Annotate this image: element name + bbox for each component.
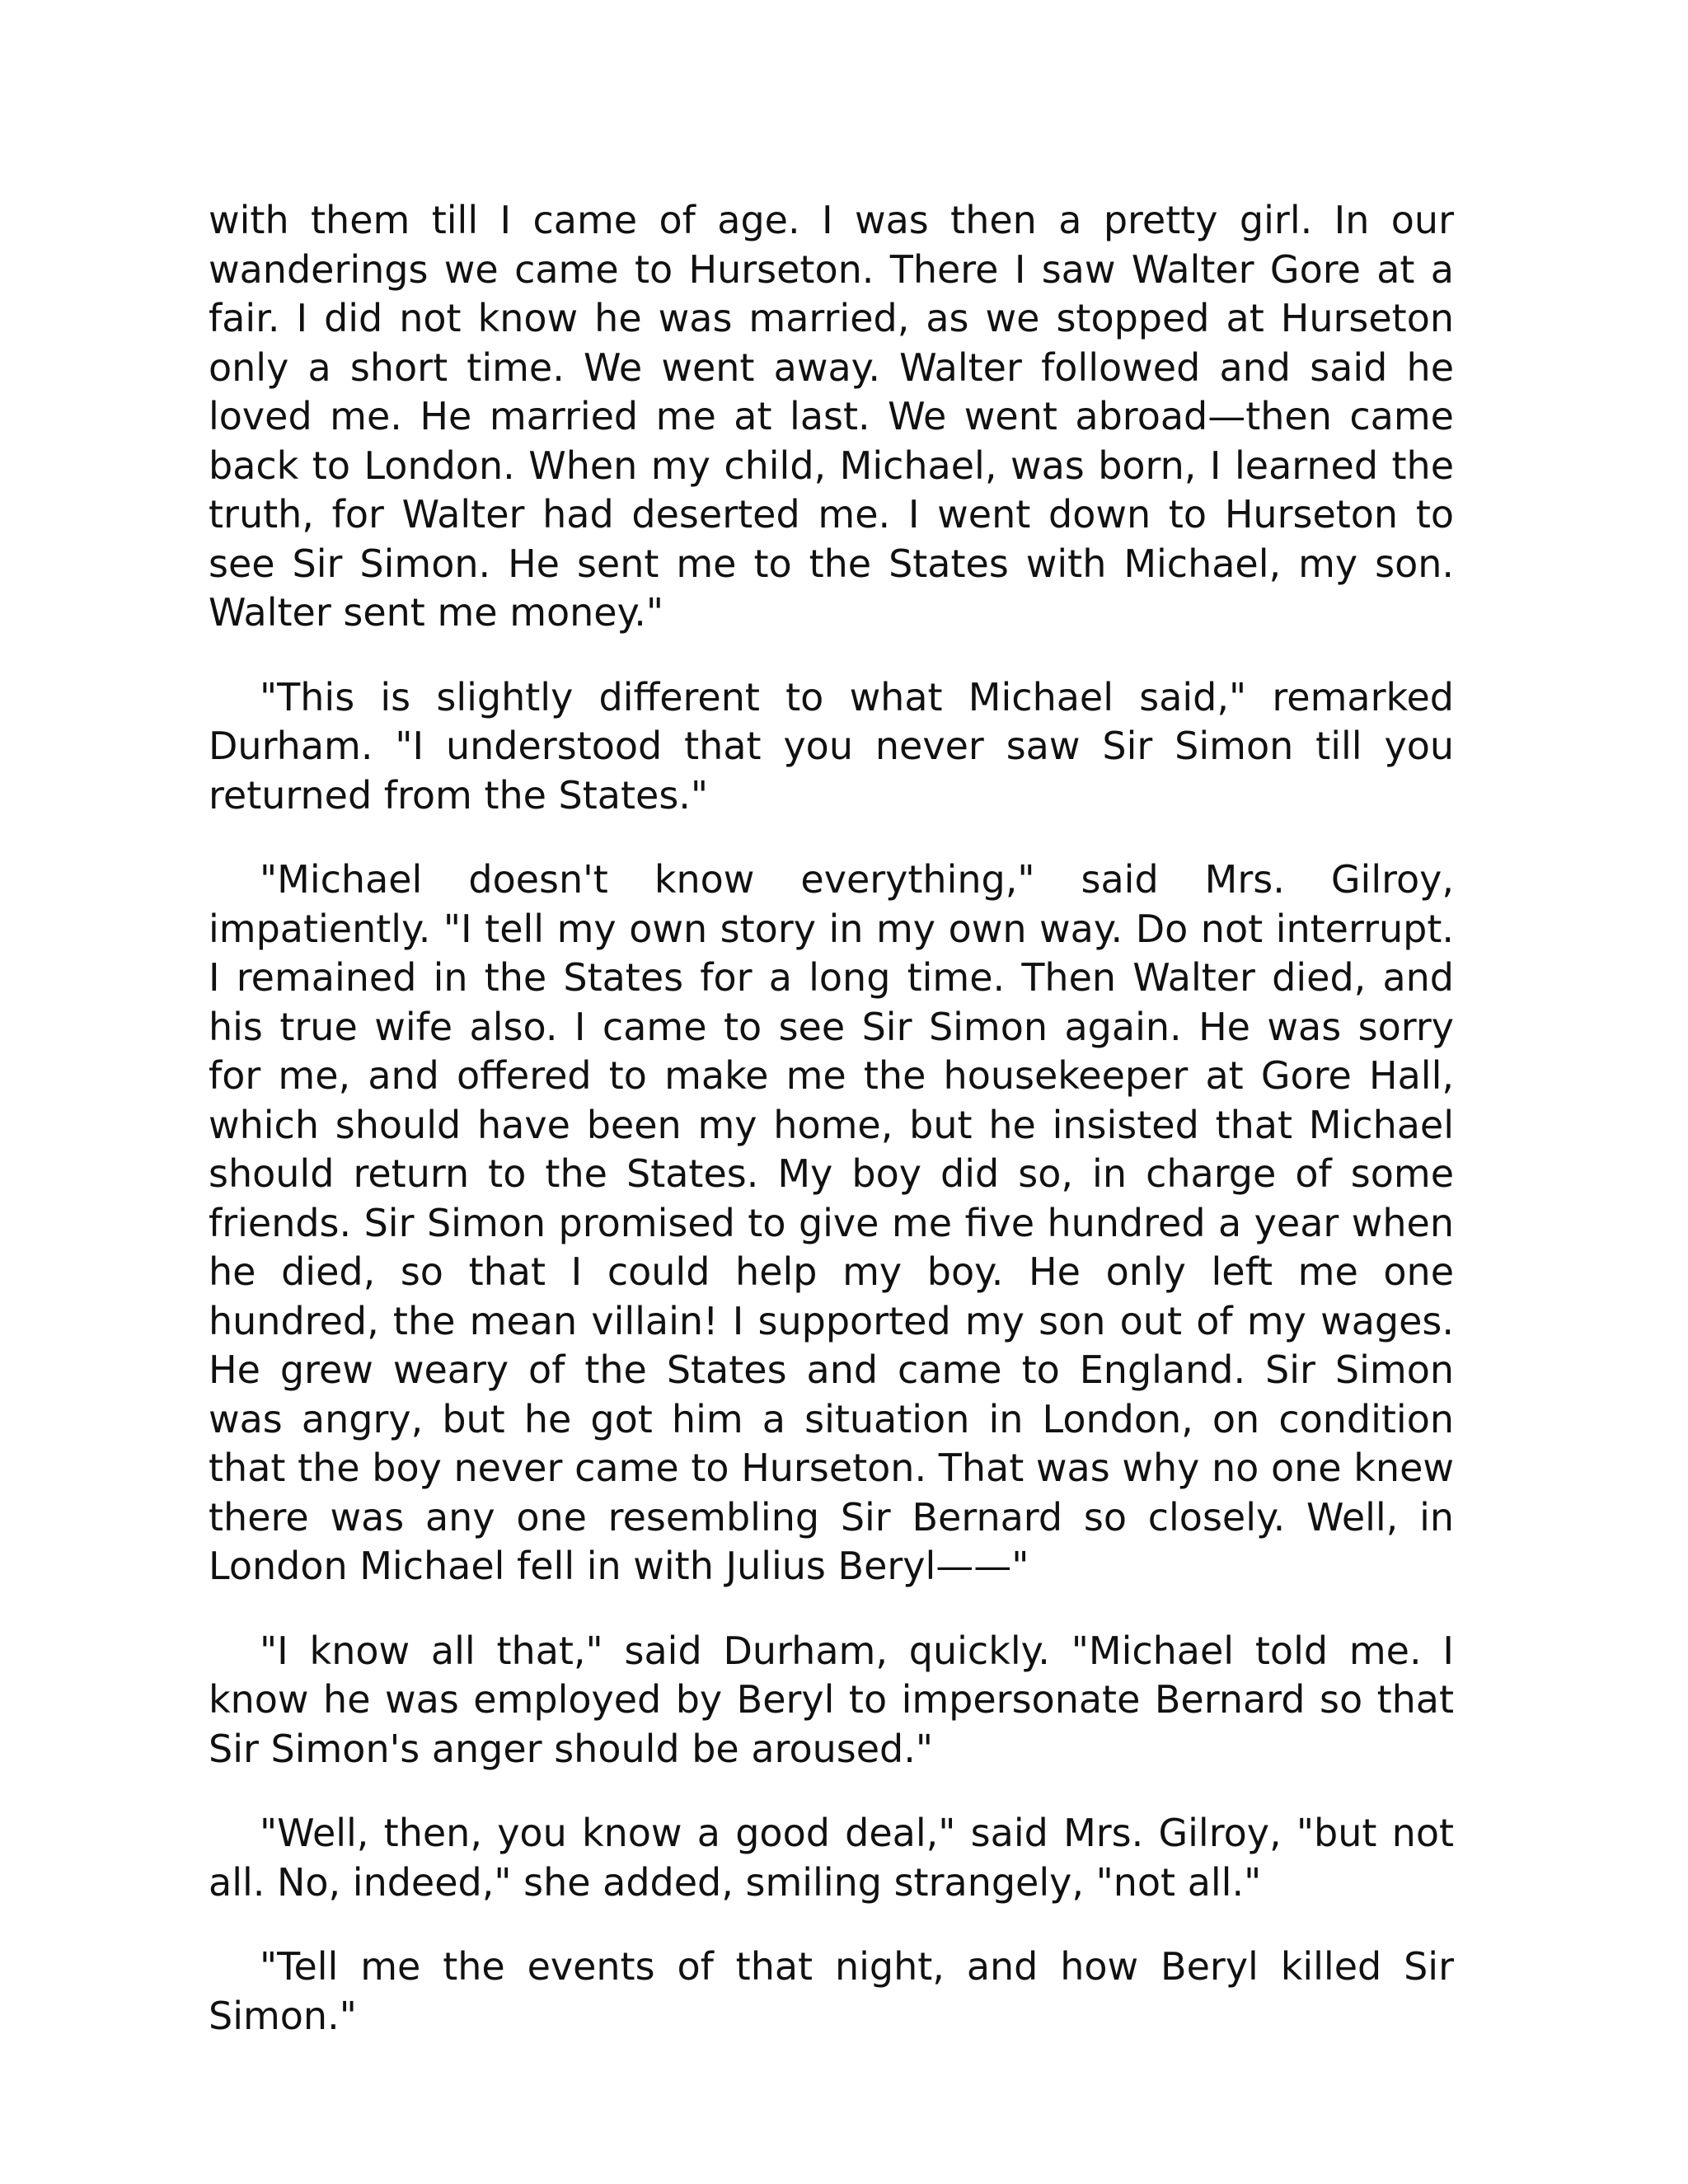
paragraph-2: "This is slightly different to what Michael said," remarked Durham. "I understood that you never saw Sir Simon till you returned from the States." xyxy=(209,674,1454,818)
paragraph-4: "I know all that," said Durham, quickly. "Michael told me. I know he was employed by Beryl to impersonate Bernard so that Sir Simon's anger should be aroused." xyxy=(209,1628,1454,1771)
paragraph-6: "Tell me the events of that night, and how Beryl killed Sir Simon." xyxy=(209,1944,1454,2038)
page-body xyxy=(209,196,1454,2076)
paragraph-3: "Michael doesn't know everything," said Mrs. Gilroy, impatiently. "I tell my own story in my own way. Do not interrupt. I remained in the States for a long time. Then Walter died, and his true wife also. I came to see Sir Simon again. He was sorry for me, and offered to make me the housekeeper at Gore Hall, which should have been my home, but he insisted that Michael should return to the States. My boy did so, in charge of some friends. Sir Simon promised to give me five hundred a year when he died, so that I could help my boy. He only left me one hundred, the mean villain! I supported my son out of my wages. He grew weary of the States and came to England. Sir Simon was angry, but he got him a situation in London, on condition that the boy never came to Hurseton. That was why no one knew there was any one resembling Sir Bernard so closely. Well, in London Michael fell in with Julius Beryl——" xyxy=(209,857,1454,1588)
paragraph-1: with them till I came of age. I was then a pretty girl. In our wanderings we came to Hurseton. There I saw Walter Gore at a fair. I did not know he was married, as we stopped at Hurseton only a short time. We went away. Walter followed and said he loved me. He married me at last. We went abroad—then came back to London. When my child, Michael, was born, I learned the truth, for Walter had deserted me. I went down to Hurseton to see Sir Simon. He sent me to the States with Michael, my son. Walter sent me money." xyxy=(209,198,1454,635)
paragraph-5: "Well, then, you know a good deal," said Mrs. Gilroy, "but not all. No, indeed," she added, smiling strangely, "not all." xyxy=(209,1811,1454,1905)
